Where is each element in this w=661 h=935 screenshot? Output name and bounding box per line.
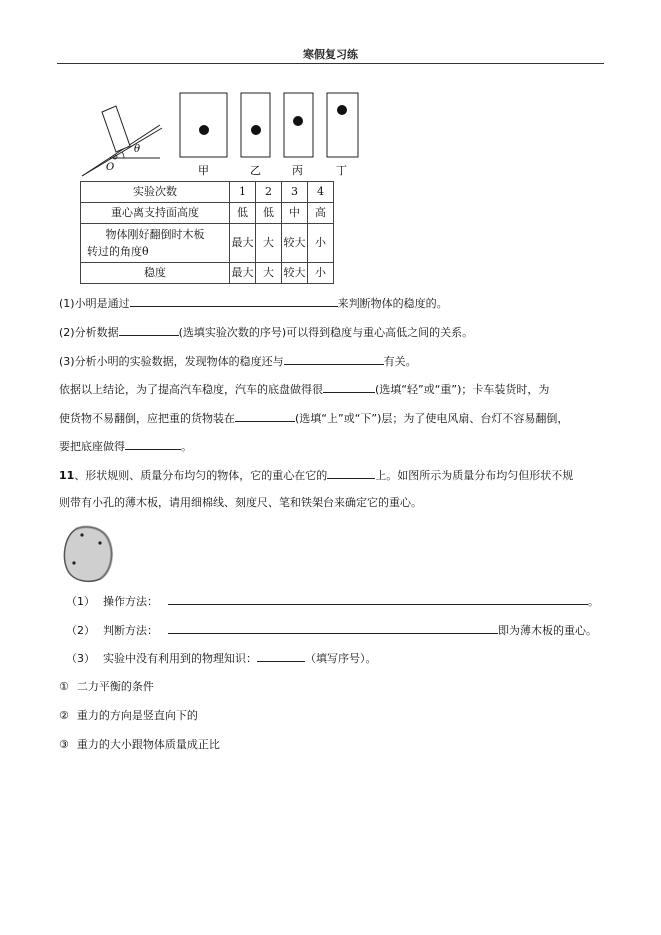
table-row (81, 203, 334, 224)
q10-sub2-text: (2)分析数据 (59, 326, 119, 339)
row-label-angle (81, 224, 230, 263)
box-jia (180, 93, 227, 177)
box-label-yi: 乙 (250, 164, 261, 177)
table-col-4: 4 (308, 182, 334, 203)
box-bing (284, 93, 313, 177)
answer-blank[interactable] (257, 650, 305, 662)
table-col-3: 3 (282, 182, 308, 203)
box-ding (327, 93, 358, 177)
q11-line2: 则带有小孔的薄木板，请用细棉线、刻度尺、笔和铁架台来确定它的重心。 (59, 496, 422, 509)
option-3 (59, 737, 220, 753)
conclusion-text: (选填“上”或“下”)层；为了使电风扇、台灯不容易翻倒， (295, 412, 569, 425)
answer-blank[interactable] (327, 467, 375, 479)
sub-text-end: 。 (588, 595, 599, 608)
option-mark: ② (59, 709, 69, 722)
answer-blank[interactable] (168, 622, 498, 634)
row-label-line: 转过的角度θ (87, 245, 149, 258)
table-cell: 大 (256, 224, 282, 263)
table-cell: 高 (308, 203, 334, 224)
box-label-jia: 甲 (198, 164, 209, 177)
answer-blank[interactable] (119, 324, 179, 336)
sub-number: （3） (66, 652, 95, 665)
row-label-height: 重心离支持面高度 (81, 203, 230, 224)
answer-blank[interactable] (235, 410, 295, 422)
answer-blank[interactable] (323, 381, 375, 393)
answer-blank[interactable] (125, 438, 181, 450)
conclusion-text: 依据以上结论，为了提高汽车稳度，汽车的底盘做得很 (59, 383, 323, 396)
table-cell: 较大 (282, 224, 308, 263)
experiment-table (80, 181, 334, 284)
option-2 (59, 708, 198, 724)
answer-blank[interactable] (168, 593, 588, 605)
conclusion-text: 。 (181, 440, 192, 453)
q11-text: 、形状规则、质量分布均匀的物体，它的重心在它的 (74, 469, 328, 482)
option-mark: ③ (59, 738, 69, 751)
box-label-ding: 丁 (336, 164, 347, 177)
option-text: 二力平衡的条件 (76, 680, 154, 693)
table-row (81, 224, 334, 263)
question-number: 11 (59, 469, 75, 482)
table-cell: 低 (230, 203, 256, 224)
page-header: 寒假复习练 (303, 48, 358, 61)
q11-sub1 (66, 593, 599, 610)
table-row (81, 263, 334, 284)
option-text: 重力的方向是竖直向下的 (76, 709, 198, 722)
sub-label: 判断方法： (103, 624, 158, 637)
q10-sub3-text-end: 有关。 (383, 355, 417, 368)
q10-sub1-text: (1)小明是通过 (59, 297, 130, 310)
q10-sub2-text-end: (选填实验次数的序号)可以得到稳度与重心高低之间的关系。 (178, 326, 474, 339)
q10-conclusion-line2 (59, 410, 568, 427)
table-col-2: 2 (256, 182, 282, 203)
table-cell: 小 (308, 224, 334, 263)
table-cell: 最大 (230, 263, 256, 284)
box-yi (241, 93, 270, 177)
row-label-stability: 稳度 (81, 263, 230, 284)
experiment-figure (80, 90, 380, 178)
q10-conclusion-line3 (59, 438, 192, 455)
table-col-1: 1 (230, 182, 256, 203)
q10-sub1 (59, 295, 448, 312)
option-text: 重力的大小跟物体质量成正比 (76, 738, 220, 751)
answer-blank[interactable] (284, 353, 384, 365)
angle-label: θ (134, 144, 141, 155)
answer-blank[interactable] (130, 295, 338, 307)
q10-sub3-text: (3)分析小明的实验数据，发现物体的稳度还与 (59, 355, 284, 368)
pivot-label: O (106, 162, 115, 173)
row-label-line: 物体刚好翻倒时木板 (105, 228, 205, 241)
sub-number: （2） (66, 624, 95, 637)
sub-label: 操作方法： (103, 595, 158, 608)
conclusion-text: (选填“轻”或“重”)；卡车装货时，为 (375, 383, 550, 396)
q10-sub1-text-end: 来判断物体的稳度的。 (337, 297, 448, 310)
irregular-board-image (62, 525, 114, 583)
q10-sub3 (59, 353, 417, 370)
conclusion-text: 要把底座做得 (59, 440, 125, 453)
option-1 (59, 679, 154, 695)
q10-sub2 (59, 324, 473, 341)
table-cell: 较大 (282, 263, 308, 284)
box-label-bing: 丙 (292, 164, 303, 177)
sub-number: （1） (66, 595, 95, 608)
q11-line1 (59, 467, 573, 484)
sub-text-end: 即为薄木板的重心。 (498, 624, 597, 637)
sub-label: 实验中没有利用到的物理知识： (103, 652, 257, 665)
q11-text: 上。如图所示为质量分布均匀但形状不规 (375, 469, 574, 482)
table-cell: 低 (256, 203, 282, 224)
table-cell: 小 (308, 263, 334, 284)
q11-sub3 (66, 650, 377, 667)
q11-sub2 (66, 622, 597, 639)
conclusion-text: 使货物不易翻倒，应把重的货物装在 (59, 412, 235, 425)
option-mark: ① (59, 680, 69, 693)
sub-text-end: （填写序号）。 (305, 652, 377, 665)
table-cell: 大 (256, 263, 282, 284)
table-cell: 中 (282, 203, 308, 224)
tilted-board-diagram (82, 106, 162, 176)
header-rule (57, 63, 604, 64)
q10-conclusion-line1 (59, 381, 549, 398)
table-header-label: 实验次数 (81, 182, 230, 203)
table-cell: 最大 (230, 224, 256, 263)
table-header-row (81, 182, 334, 203)
